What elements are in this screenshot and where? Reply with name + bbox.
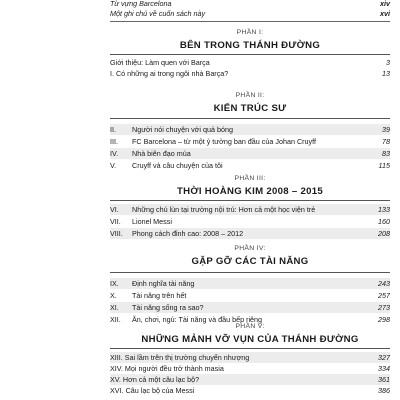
toc-entry-page: xvi [380,9,390,18]
divider [110,21,390,22]
toc-entry-title: Phong cách đỉnh cao: 2008 – 2012 [132,229,244,238]
divider [110,54,390,55]
toc-entry-number: IX. [110,279,119,288]
toc-entry-number: V. [110,161,117,170]
part-label: PHẦN I: [236,29,264,36]
toc-entry-title: XVI. Câu lạc bộ của Messi [110,386,195,395]
toc-entry-number: VIII. [110,229,123,238]
toc-entry[interactable] [110,68,390,79]
toc-entry-page: 160 [378,217,390,226]
toc-entry-number: XI. [110,303,119,312]
part-title: GẶP GỠ CÁC TÀI NĂNG [191,256,309,267]
toc-entry-title: Tài năng sống ra sao? [132,303,204,312]
toc-entry-page: 3 [386,58,390,67]
toc-entry-page: 334 [378,364,390,373]
part-title: NHỮNG MẢNH VỠ VỤN CỦA THÁNH ĐƯỜNG [141,334,359,345]
toc-entry[interactable] [110,363,390,374]
toc-front-matter-row [110,8,390,19]
part-label: PHẦN III: [234,175,266,182]
toc-entry-page: 78 [382,137,390,146]
toc-entry-page: 83 [382,149,390,158]
toc-entry-title: Người nói chuyện với quả bóng [132,125,233,134]
toc-entry[interactable] [110,352,390,363]
toc-entry-number: IV. [110,149,119,158]
toc-entry-number: VI. [110,205,119,214]
toc-entry-page: 298 [378,315,390,324]
divider [110,272,390,273]
toc-entry-title: Giới thiệu: Làm quen với Barça [110,58,210,67]
part-title: KIẾN TRÚC SƯ [213,103,287,114]
toc-entry-title: I. Có những ai trong ngôi nhà Barça? [110,69,229,78]
toc-entry[interactable] [110,302,390,313]
toc-entry-number: III. [110,137,118,146]
toc-entry-page: 208 [378,229,390,238]
toc-entry-title: FC Barcelona – từ một ý tưởng ban đầu của Johan Cruyff [132,137,317,146]
toc-entry[interactable] [110,57,390,68]
toc-entry-number: XII. [110,315,121,324]
toc-entry-page: 361 [378,375,390,384]
toc-entry[interactable] [110,136,390,147]
toc-entry-title: Một ghi chú về cuốn sách này [110,9,206,18]
toc-entry[interactable] [110,278,390,289]
toc-entry-page: 115 [378,161,390,170]
toc-entry-title: Từ vựng Barcelona [110,0,172,8]
toc-entry[interactable] [110,160,390,171]
toc-entry-page: 386 [378,386,390,395]
toc-entry-title: Ăn, chơi, ngủ: Tài năng và đầu bếp riêng [132,315,263,324]
toc-entry[interactable] [110,148,390,159]
divider [110,200,390,201]
part-title: THỜI HOÀNG KIM 2008 – 2015 [176,186,324,197]
toc-entry-title: XV. Hơn cả một câu lạc bộ? [110,375,200,384]
part-label: PHẦN II: [235,92,265,99]
toc-entry[interactable] [110,374,390,385]
toc-entry[interactable] [110,385,390,396]
toc-entry-title: Lionel Messi [132,217,172,226]
divider [110,348,390,349]
toc-entry-title: Tài năng trên hết [132,291,187,300]
toc-entry-page: 39 [382,125,390,134]
divider [110,118,390,119]
toc-entry[interactable] [110,204,390,215]
toc-entry-page: 13 [382,69,390,78]
toc-entry[interactable] [110,228,390,239]
toc-entry-title: Những chú lùn tại trường nội trú: Hơn cả một học viện trẻ [132,205,316,214]
toc-entry-title: XIV. Mọi người đều trở thành masia [110,364,224,373]
toc-entry-title: XIII. Sai lầm trên thị trường chuyển nhượng [110,353,250,362]
toc-entry-page: 243 [378,279,390,288]
toc-entry-number: VII. [110,217,121,226]
toc-entry-number: X. [110,291,117,300]
toc-entry-title: Nhà biên đạo múa [132,149,191,158]
toc-entry-number: II. [110,125,116,134]
toc-entry-page: xiv [380,0,390,8]
toc-entry[interactable] [110,290,390,301]
part-label: PHẦN V: [235,323,265,330]
part-label: PHẦN IV: [234,245,266,252]
toc-entry-page: 327 [378,353,390,362]
toc-entry-page: 257 [378,291,390,300]
part-title: BÊN TRONG THÁNH ĐƯỜNG [179,40,321,51]
toc-entry-title: Định nghĩa tài năng [132,279,195,288]
toc-entry-page: 133 [378,205,390,214]
toc-entry-page: 273 [378,303,390,312]
toc-entry[interactable] [110,216,390,227]
toc-entry[interactable] [110,124,390,135]
toc-entry-title: Cruyff và câu chuyện của tôi [132,161,223,170]
